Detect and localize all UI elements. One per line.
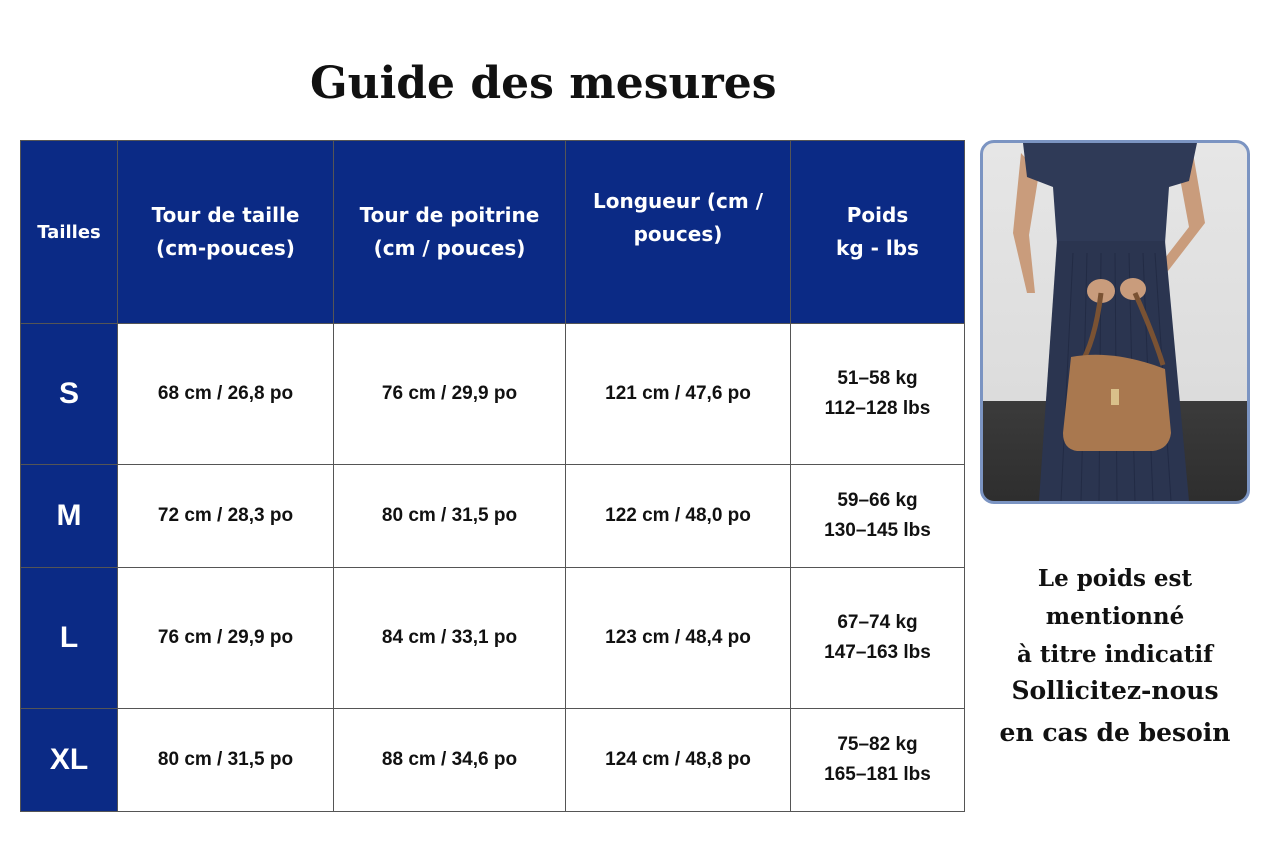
waist-cell: 72 cm / 28,3 po xyxy=(118,465,334,568)
table-row xyxy=(21,465,965,568)
weight-cell xyxy=(791,324,965,465)
header-sizes-label: Tailles xyxy=(37,221,101,243)
table-row xyxy=(21,709,965,812)
header-length-line2: pouces) xyxy=(633,222,723,246)
header-weight xyxy=(791,141,965,324)
waist-cell: 76 cm / 29,9 po xyxy=(118,568,334,709)
top-garment-shape xyxy=(1023,143,1197,243)
size-label: XL xyxy=(21,709,118,812)
weight-kg: 75–82 kg xyxy=(837,734,918,755)
size-chart-table xyxy=(20,140,965,812)
size-label: M xyxy=(21,465,118,568)
size-label: L xyxy=(21,568,118,709)
length-cell: 121 cm / 47,6 po xyxy=(566,324,791,465)
header-chest-line2: (cm / pouces) xyxy=(373,236,526,260)
chest-cell: 88 cm / 34,6 po xyxy=(334,709,566,812)
table-row xyxy=(21,568,965,709)
waist-cell: 68 cm / 26,8 po xyxy=(118,324,334,465)
weight-cell xyxy=(791,568,965,709)
header-waist-line1: Tour de taille xyxy=(151,203,300,227)
header-length-line1: Longueur (cm / xyxy=(592,189,763,213)
weight-lbs: 130–145 lbs xyxy=(824,520,931,541)
weight-lbs: 147–163 lbs xyxy=(824,642,931,663)
weight-kg: 67–74 kg xyxy=(837,612,918,633)
weight-kg: 51–58 kg xyxy=(837,368,918,389)
header-waist xyxy=(118,141,334,324)
header-waist-line2: (cm-pouces) xyxy=(156,236,295,260)
size-label: S xyxy=(21,324,118,465)
length-cell: 122 cm / 48,0 po xyxy=(566,465,791,568)
weight-lbs: 112–128 lbs xyxy=(824,398,931,419)
header-weight-line1: Poids xyxy=(846,203,909,227)
weight-note xyxy=(965,560,1265,674)
dress-with-handbag-illustration xyxy=(983,143,1247,501)
length-cell: 124 cm / 48,8 po xyxy=(566,709,791,812)
weight-cell xyxy=(791,709,965,812)
product-photo xyxy=(980,140,1250,504)
contact-note-line1: Sollicitez-nous xyxy=(1011,676,1219,705)
length-cell: 123 cm / 48,4 po xyxy=(566,568,791,709)
header-chest xyxy=(334,141,566,324)
weight-cell xyxy=(791,465,965,568)
table-header-row xyxy=(21,141,965,324)
waist-cell: 80 cm / 31,5 po xyxy=(118,709,334,812)
header-sizes xyxy=(21,141,118,324)
weight-note-line2: à titre indicatif xyxy=(1016,641,1214,668)
contact-note xyxy=(965,670,1265,754)
header-weight-line2: kg - lbs xyxy=(836,236,919,260)
weight-note-line1: Le poids est mentionné xyxy=(1037,565,1193,630)
chest-cell: 84 cm / 33,1 po xyxy=(334,568,566,709)
header-chest-line1: Tour de poitrine xyxy=(359,203,540,227)
contact-note-line2: en cas de besoin xyxy=(999,718,1231,747)
weight-kg: 59–66 kg xyxy=(837,490,918,511)
bag-clasp-shape xyxy=(1111,389,1119,405)
weight-lbs: 165–181 lbs xyxy=(824,764,931,785)
page-title: Guide des mesures xyxy=(310,58,777,109)
header-length xyxy=(566,141,791,324)
chest-cell: 80 cm / 31,5 po xyxy=(334,465,566,568)
table-row xyxy=(21,324,965,465)
right-hand-shape xyxy=(1120,278,1146,300)
chest-cell: 76 cm / 29,9 po xyxy=(334,324,566,465)
